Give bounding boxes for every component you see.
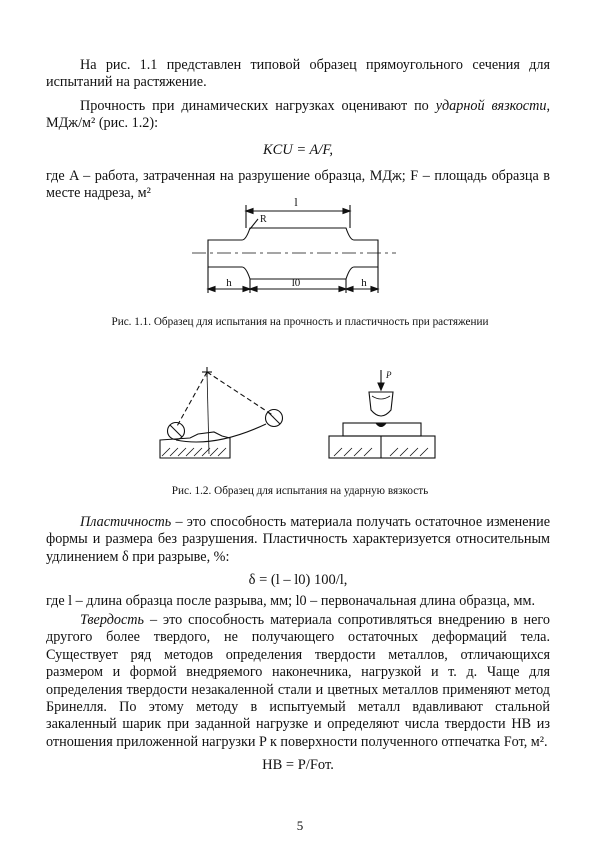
figure-2-caption: Рис. 1.2. Образец для испытания на ударную вязкость xyxy=(171,485,429,497)
paragraph-3: где A – работа, затраченная на разрушение образца, МДж; F – площадь образца в месте надреза, м² xyxy=(46,168,550,202)
text-block-top xyxy=(46,57,550,203)
indenter xyxy=(369,392,393,416)
paragraph-6-term: Твердость xyxy=(80,612,145,629)
paragraph-4-term: Пластичность xyxy=(80,514,172,530)
specimen-outline xyxy=(208,228,378,279)
indenter-detail xyxy=(372,396,390,399)
paragraph-1: На рис. 1.1 представлен типовой образец прямоугольного сечения для испытаний на растяжение. xyxy=(46,57,550,91)
pendulum-arm-right xyxy=(207,372,274,416)
label-r: R xyxy=(260,214,267,225)
label-l0: l0 xyxy=(291,277,301,289)
page-number: 5 xyxy=(296,818,304,833)
pendulum-arm-left xyxy=(176,372,207,428)
head-right-mark xyxy=(268,412,280,424)
paragraph-4-text: – это способность материала получать остаточное изменение формы и размера без разрушения. Пластичность характеризуется относительным удлинением δ при разрыве, %: xyxy=(46,514,550,565)
swing-arc xyxy=(176,424,266,442)
text-block-bottom xyxy=(46,514,550,775)
paragraph-2-term: ударной вязкости xyxy=(435,97,547,114)
figure-impact-test xyxy=(0,358,600,473)
label-l: l xyxy=(294,195,298,209)
paragraph-2-start: Прочность при динамических нагрузках оценивают по xyxy=(80,97,436,114)
figure-1-caption: Рис. 1.1. Образец для испытания на прочность и пластичность при растяжении xyxy=(111,316,489,328)
load-arrowhead xyxy=(378,383,384,390)
paragraph-6-text: – это способность материала сопротивляться внедрению в него другого более твердого, не получающего остаточных деформаций тела. Существует ряд методов определения твердости металлов, отличающихся размером и формой внедряемого наконечника, нагрузкой и т. д. Чаще для определения твердости незакаленной стали и цветных металлов применяют метод Бринелля. По этому методу в испытуемый металл вдавливают стальной закаленный шарик при заданной нагрузке и определяют числа твердости HB из отношения приложенной нагрузки P к поверхности полученного отпечатка Fот, м². xyxy=(46,612,550,750)
base-hatching xyxy=(162,448,226,456)
paragraph-6 xyxy=(46,612,550,751)
formula-delta: δ = (l – l0) 100/l, xyxy=(248,572,348,589)
paragraph-5: где l – длина образца после разрыва, мм; l0 – первоначальная длина образца, мм. xyxy=(46,592,536,609)
paragraph-2 xyxy=(46,98,550,133)
paragraph-2-end: , МДж/м² (рис. 1.2): xyxy=(46,97,550,132)
figure-tensile-specimen xyxy=(0,185,600,315)
head-left-mark xyxy=(170,425,182,437)
label-h-left: h xyxy=(226,277,232,289)
formula-kcu: KCU = A/F, xyxy=(262,141,334,158)
formula-hb: HB = P/Fот. xyxy=(262,757,334,774)
indent-mark xyxy=(376,423,386,427)
paragraph-4 xyxy=(46,514,550,566)
label-p: P xyxy=(386,370,392,380)
label-h-right: h xyxy=(361,277,367,289)
